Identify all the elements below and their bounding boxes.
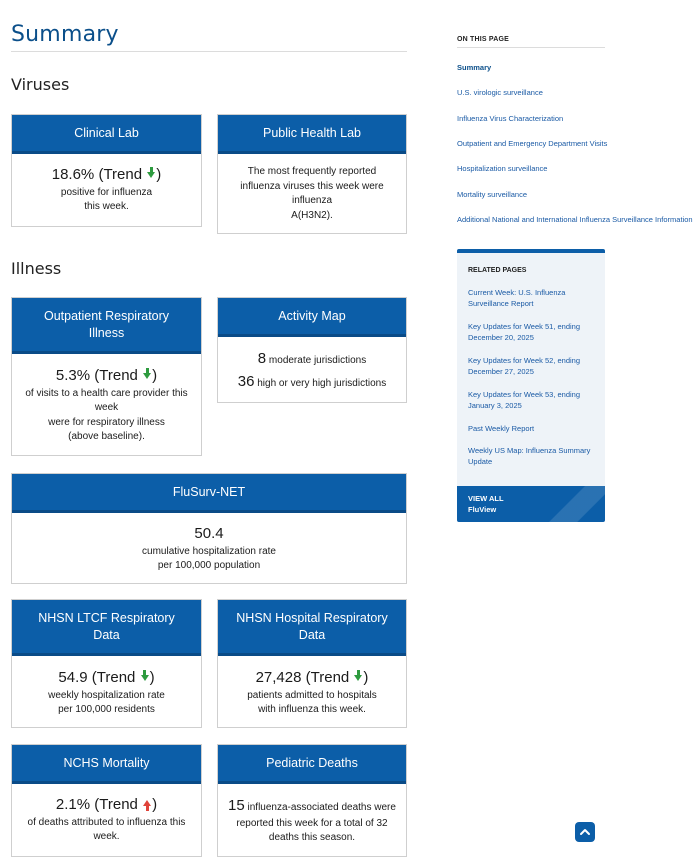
card-title: FluSurv-NET bbox=[12, 474, 406, 513]
otp-link-virus-characterization[interactable]: Influenza Virus Characterization bbox=[457, 114, 564, 123]
card-body: 15 influenza-associated deaths were reported this week for a total of 32 deaths this season. bbox=[218, 784, 406, 846]
card-body: 27,428 (Trend ) patients admitted to hospitals with influenza this week. bbox=[218, 656, 406, 718]
chevron-up-icon bbox=[579, 826, 591, 838]
card-body bbox=[12, 154, 201, 215]
activity-map-card[interactable] bbox=[217, 297, 407, 403]
card-title: Activity Map bbox=[218, 298, 406, 337]
section-title-viruses: Viruses bbox=[11, 75, 70, 94]
related-link-week-53[interactable]: Key Updates for Week 53, ending January 3, 2025 bbox=[468, 390, 581, 410]
nhsn-ltcf-card bbox=[11, 599, 202, 728]
nchs-mortality-card bbox=[11, 744, 202, 857]
stat-line: 5.3% (Trend ) bbox=[55, 367, 158, 384]
card-title: NCHS Mortality bbox=[12, 745, 201, 784]
related-link-week-51[interactable]: Key Updates for Week 51, ending December 20, 2025 bbox=[468, 322, 581, 342]
related-link-weekly-map[interactable]: Weekly US Map: Influenza Summary Update bbox=[468, 446, 591, 466]
card-title: NHSN Hospital Respiratory Data bbox=[218, 600, 406, 656]
otp-link-mortality[interactable]: Mortality surveillance bbox=[457, 190, 528, 199]
page-title: Summary bbox=[11, 22, 407, 52]
high-row: 36 high or very high jurisdictions bbox=[237, 373, 387, 391]
stat-value: 18.6% bbox=[51, 166, 95, 183]
stat-line: 15 influenza-associated deaths were bbox=[228, 797, 396, 814]
stat-line: 54.9 (Trend ) bbox=[58, 669, 155, 686]
view-all-fluview-button[interactable]: VIEW ALL FluView bbox=[457, 486, 605, 522]
stat-value: 5.3% bbox=[55, 367, 91, 384]
otp-link-virologic[interactable]: U.S. virologic surveillance bbox=[457, 88, 543, 97]
stat-line: 18.6% (Trend ) bbox=[51, 166, 162, 183]
related-pages-panel bbox=[457, 249, 605, 522]
card-title: NHSN LTCF Respiratory Data bbox=[12, 600, 201, 656]
arrow-down-icon bbox=[147, 172, 155, 178]
arrow-up-icon bbox=[143, 800, 151, 806]
arrow-down-icon bbox=[354, 675, 362, 681]
related-link-current-week[interactable]: Current Week: U.S. Influenza Surveillance Report bbox=[468, 288, 566, 308]
moderate-count: 8 bbox=[257, 350, 267, 367]
pediatric-deaths-card bbox=[217, 744, 407, 857]
card-body: 2.1% (Trend ) of deaths attributed to influenza this week. bbox=[12, 784, 201, 845]
back-to-top-button[interactable] bbox=[575, 822, 595, 842]
card-body: 54.9 (Trend ) weekly hospitalization rate per 100,000 residents bbox=[12, 656, 201, 718]
stat-line: 2.1% (Trend ) bbox=[55, 796, 158, 813]
otp-link-hospitalization[interactable]: Hospitalization surveillance bbox=[457, 164, 548, 173]
clinical-lab-card bbox=[11, 114, 202, 227]
related-link-past-report[interactable]: Past Weekly Report bbox=[468, 424, 535, 433]
high-count: 36 bbox=[237, 373, 255, 391]
trend-label: (Trend bbox=[98, 166, 143, 183]
otp-link-summary[interactable]: Summary bbox=[457, 63, 492, 72]
stat-description: this week. bbox=[84, 201, 129, 213]
on-this-page-title: ON THIS PAGE bbox=[457, 36, 605, 48]
card-title: Outpatient Respiratory Illness bbox=[12, 298, 201, 354]
section-title-illness: Illness bbox=[11, 259, 62, 278]
related-pages-title: RELATED PAGES bbox=[468, 267, 527, 274]
arrow-down-icon bbox=[143, 373, 151, 379]
otp-link-additional[interactable]: Additional National and International Influenza Surveillance Information bbox=[457, 215, 693, 224]
stat-description: positive for influenza bbox=[60, 186, 153, 198]
stat-value: 27,428 bbox=[255, 669, 302, 686]
arrow-down-icon bbox=[141, 675, 149, 681]
card-title: Public Health Lab bbox=[218, 115, 406, 154]
related-link-week-52[interactable]: Key Updates for Week 52, ending December 27, 2025 bbox=[468, 356, 581, 376]
stat-value: 15 bbox=[228, 797, 245, 814]
card-body: 5.3% (Trend ) of visits to a health care provider this week were for respiratory illness (above baseline). bbox=[12, 354, 201, 445]
card-title: Clinical Lab bbox=[12, 115, 201, 154]
stat-line: 27,428 (Trend ) bbox=[255, 669, 369, 686]
stat-value: 2.1% bbox=[55, 796, 91, 813]
moderate-row: 8 moderate jurisdictions bbox=[257, 350, 367, 367]
outpatient-card bbox=[11, 297, 202, 456]
card-title: Pediatric Deaths bbox=[218, 745, 406, 784]
flusurv-net-card bbox=[11, 473, 407, 584]
stat-value: 50.4 bbox=[194, 525, 224, 542]
public-health-lab-card bbox=[217, 114, 407, 234]
nhsn-hospital-card bbox=[217, 599, 407, 728]
card-body: 50.4 cumulative hospitalization rate per 100,000 population bbox=[12, 513, 406, 574]
card-body bbox=[218, 337, 406, 394]
card-body: The most frequently reported influenza viruses this week were influenza A(H3N2). bbox=[240, 166, 384, 221]
stat-value: 54.9 bbox=[58, 669, 88, 686]
otp-link-outpatient-ed[interactable]: Outpatient and Emergency Department Visits bbox=[457, 139, 608, 148]
